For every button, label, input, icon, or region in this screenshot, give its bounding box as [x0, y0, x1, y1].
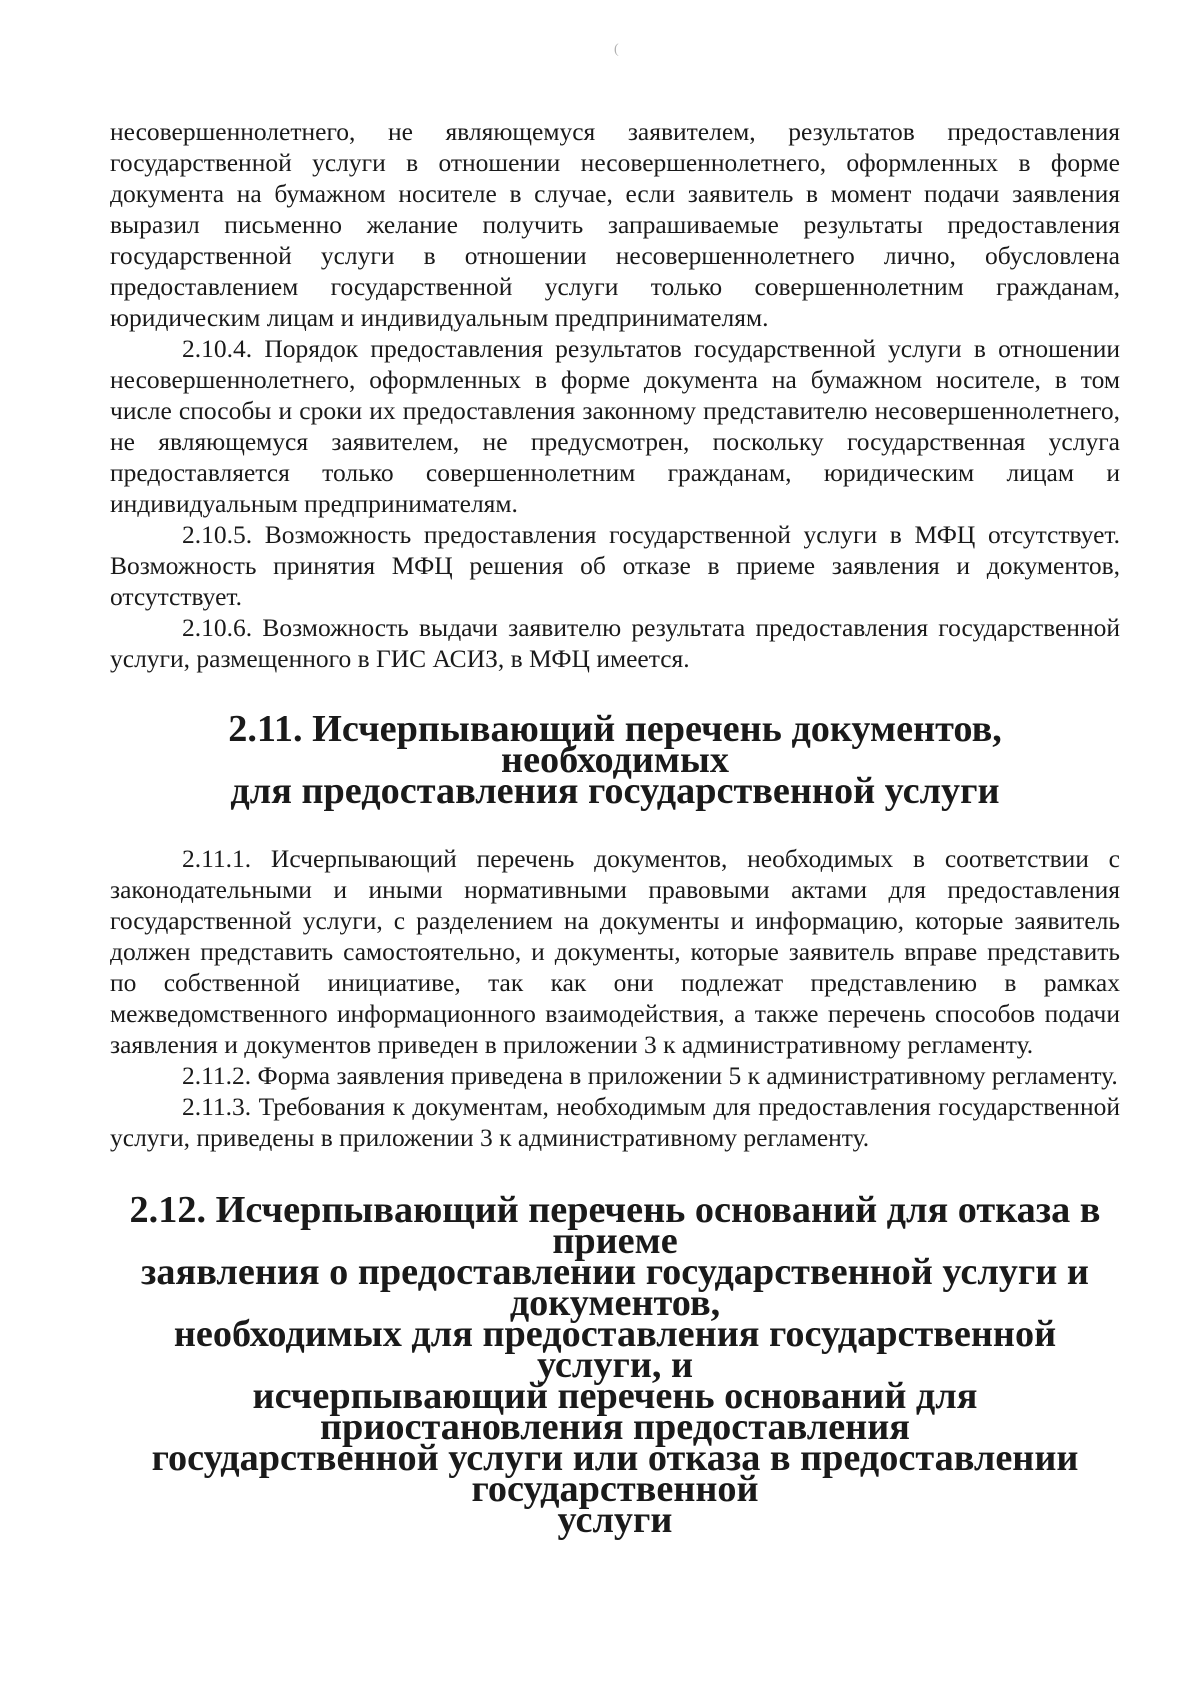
section-heading-2-12	[110, 1189, 1120, 1541]
paragraph-2-10-5: 2.10.5. Возможность предоставления государственной услуги в МФЦ отсутствует. Возможность принятия МФЦ решения об отказе в приеме заявления и документов, отсутствует.	[110, 520, 1120, 611]
heading-line: 2.11. Исчерпывающий перечень документов, необходимых	[228, 708, 1002, 781]
heading-line: государственной услуги или отказа в предоставлении государственной	[151, 1437, 1079, 1510]
paragraph-2-11-2: 2.11.2. Форма заявления приведена в приложении 5 к административному регламенту.	[182, 1061, 1118, 1090]
paragraph-2-10-6: 2.10.6. Возможность выдачи заявителю результата предоставления государственной услуги, размещенного в ГИС АСИЗ, в МФЦ имеется.	[110, 613, 1120, 673]
paragraph-2-10-4: 2.10.4. Порядок предоставления результатов государственной услуги в отношении несовершеннолетнего, оформленных в форме документа на бумажном носителе, в том числе способы и сроки их предоставления законному представителю несовершеннолетнего, не являющемуся заявителем, не предусмотрен, поскольку государственная услуга предоставляется только совершеннолетним гражданам, юридическим лицам и индивидуальным предпринимателям.	[110, 334, 1120, 518]
paragraph-2-11-3: 2.11.3. Требования к документам, необходимым для предоставления государственной услуги, приведены в приложении 3 к административному регламенту.	[110, 1092, 1120, 1152]
paragraph-2-11-1: 2.11.1. Исчерпывающий перечень документов, необходимых в соответствии с законодательными и иными нормативными правовыми актами для предоставления государственной услуги, с разделением на документы и информацию, которые заявитель должен представить самостоятельно, и документы, которые заявитель вправе представить по собственной инициативе, так как они подлежат представлению в рамках межведомственного информационного взаимодействия, а также перечень способов подачи заявления и документов приведен в приложении 3 к административному регламенту.	[110, 844, 1120, 1059]
heading-line: 2.12. Исчерпывающий перечень оснований для отказа в приеме	[129, 1189, 1101, 1262]
paragraph-continuation: несовершеннолетнего, не являющемуся заявителем, результатов предоставления государственной услуги в отношении несовершеннолетнего, оформленных в форме документа на бумажном носителе в случае, если заявитель в момент подачи заявления выразил письменно желание получить запрашиваемые результаты предоставления государственной услуги в отношении несовершеннолетнего лично, обусловлена предоставлением государственной услуги только совершеннолетним гражданам, юридическим лицам и индивидуальным предпринимателям.	[110, 117, 1120, 332]
heading-line: заявления о предоставлении государственной услуги и документов,	[141, 1251, 1089, 1324]
heading-line: необходимых для предоставления государственной услуги, и	[173, 1313, 1057, 1386]
section-heading-2-11	[110, 708, 1120, 812]
heading-line: для предоставления государственной услуги	[230, 770, 1000, 812]
page-mark: (	[614, 42, 619, 57]
heading-line: услуги	[557, 1499, 673, 1541]
document-body	[110, 116, 1120, 1541]
heading-line: исчерпывающий перечень оснований для приостановления предоставления	[252, 1375, 978, 1448]
